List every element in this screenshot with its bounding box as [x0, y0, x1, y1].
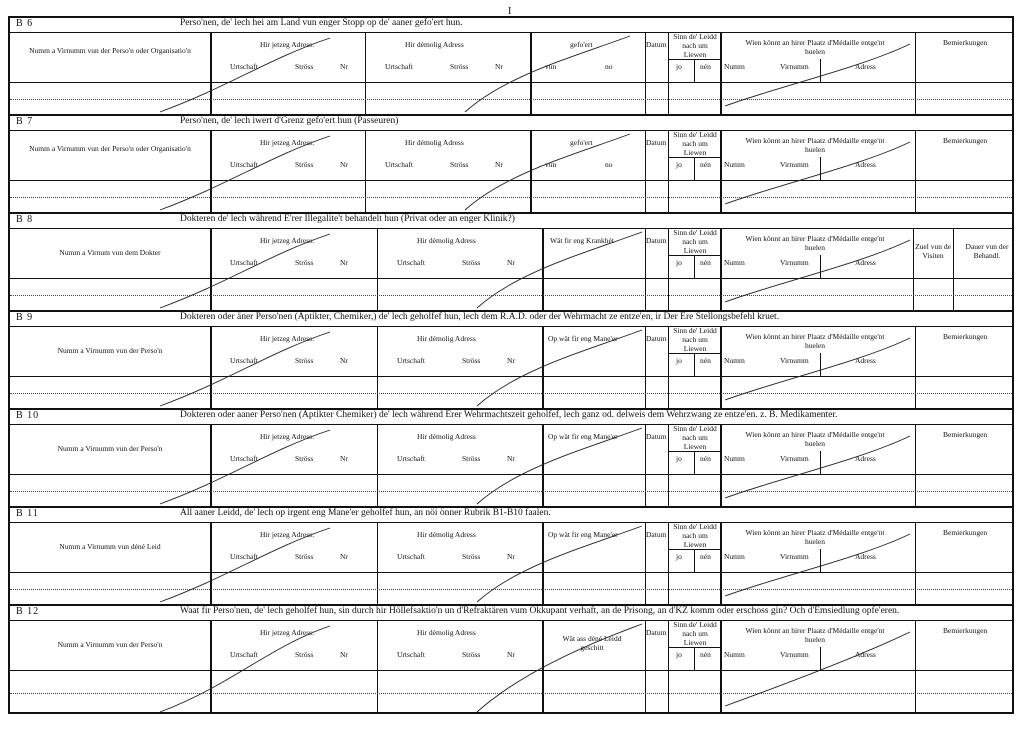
header-nr: Nr — [495, 160, 503, 169]
column-header-row — [10, 32, 1012, 83]
header-subline — [668, 451, 720, 452]
column-divider — [820, 451, 821, 474]
header-bemierkungen: Bemierkungen — [943, 626, 988, 635]
header-zuel-vun-visiten: Zuel vun de Visiten — [915, 242, 951, 260]
column-header-row — [10, 522, 1012, 573]
name-header: Numm a Virnumm vun der Perso'n oder Organisatio'n — [29, 144, 191, 153]
header-numm: Numm — [724, 552, 745, 561]
header-numm: Numm — [724, 356, 745, 365]
header-urtschaft: Urtschaft — [230, 454, 258, 463]
header-nr: Nr — [340, 258, 348, 267]
header-bemierkungen: Bemierkungen — [943, 38, 988, 47]
name-header: Numm a Virnumm vun der Perso'n — [57, 346, 163, 355]
header-sinn-leidd: Sinn de' Leidd nach um Liewen — [673, 326, 717, 353]
table-row[interactable] — [10, 182, 1012, 198]
table-row[interactable] — [10, 84, 1012, 100]
column-header-row — [10, 424, 1012, 475]
section-b-11 — [8, 506, 1014, 604]
section-header — [10, 18, 1012, 33]
header-datum: Datum — [646, 40, 667, 49]
header-wat-fir-krankhet: Wät fir eng Krankhét — [550, 236, 614, 245]
header-numm: Numm — [724, 258, 745, 267]
header-wien-konnt: Wien könnt an hirer Plaatz d'Médaille entge'nt huelen — [745, 332, 885, 350]
column-divider — [694, 353, 695, 376]
header-adress: Adress — [855, 650, 876, 659]
header-urtschaft: Urtschaft — [230, 552, 258, 561]
header-stross: Ströss — [295, 454, 314, 463]
header-subline — [668, 255, 720, 256]
header-stross: Ströss — [295, 160, 314, 169]
header-nen: nén — [700, 62, 711, 71]
section-title: Dokteren oder aaner Perso'nen (Aptikter Chemiker) de' lech während Erer Wehrmachtszeit geholfef, lech ganz od. delweis dem Wehrzwang ze entze'en. z. B. Medikamenter. — [180, 410, 838, 420]
header-jo: jo — [676, 650, 682, 659]
header-stross: Ströss — [450, 62, 469, 71]
section-b-12 — [8, 604, 1014, 714]
header-urtschaft: Urtschaft — [397, 258, 425, 267]
header-stross: Ströss — [295, 356, 314, 365]
section-title: Waat fir Perso'nen, de' lech geholfef hun, sin durch hir Höllefsaktio'n un d'Refraktären vum Okkupant verhaft, an de Prisong, an d'KZ komm oder erschoss gin? Och d'Emsiedlung opfe'eren. — [180, 606, 900, 616]
column-divider — [820, 353, 821, 376]
header-stross: Ströss — [450, 160, 469, 169]
column-header-row — [10, 228, 1012, 279]
header-hir-jetzeg-adress: Hir jetzeg Adress: — [260, 40, 315, 49]
name-header: Numm a Virnum vun dem Dokter — [59, 248, 161, 257]
header-nen: nén — [700, 356, 711, 365]
section-code: B 9 — [16, 312, 34, 323]
header-datum: Datum — [646, 334, 667, 343]
header-bemierkungen: Bemierkungen — [943, 332, 988, 341]
header-virnumm: Virnumm — [780, 552, 809, 561]
header-vun: vun — [545, 160, 557, 169]
header-stross: Ströss — [295, 62, 314, 71]
header-adress: Adress — [855, 356, 876, 365]
header-bemierkungen: Bemierkungen — [943, 528, 988, 537]
header-sinn-leidd: Sinn de' Leidd nach um Liewen — [673, 228, 717, 255]
header-stross: Ströss — [462, 258, 481, 267]
header-gefoert: gefo'ert — [570, 138, 593, 147]
section-code: B 10 — [16, 410, 40, 421]
column-divider — [694, 59, 695, 82]
table-row[interactable] — [10, 491, 1012, 506]
header-datum: Datum — [646, 530, 667, 539]
header-jo: jo — [676, 62, 682, 71]
header-sinn-leidd: Sinn de' Leidd nach um Liewen — [673, 620, 717, 647]
table-row[interactable] — [10, 99, 1012, 114]
header-adress: Adress — [855, 62, 876, 71]
header-vun: vun — [545, 62, 557, 71]
section-header — [10, 312, 1012, 327]
header-nr: Nr — [340, 552, 348, 561]
column-divider — [694, 451, 695, 474]
header-bemierkungen: Bemierkungen — [943, 430, 988, 439]
header-wien-konnt: Wien könnt an hirer Plaatz d'Médaille entge'nt huelen — [745, 626, 885, 644]
table-row[interactable] — [10, 378, 1012, 394]
header-stross: Ströss — [295, 650, 314, 659]
header-subline — [668, 353, 720, 354]
header-hir-jetzeg-adress: Hir jetzeg Adress: — [260, 530, 315, 539]
header-subline — [668, 647, 720, 648]
header-nr: Nr — [340, 160, 348, 169]
header-nen: nén — [700, 650, 711, 659]
header-datum: Datum — [646, 236, 667, 245]
header-sinn-leidd: Sinn de' Leidd nach um Liewen — [673, 522, 717, 549]
section-header — [10, 606, 1012, 621]
header-adress: Adress — [855, 552, 876, 561]
header-hir-demolig-adress: Hir démolig Adress — [417, 334, 476, 343]
header-nen: nén — [700, 258, 711, 267]
header-numm: Numm — [724, 650, 745, 659]
header-subline — [668, 157, 720, 158]
header-nen: nén — [700, 160, 711, 169]
header-virnumm: Virnumm — [780, 650, 809, 659]
header-urtschaft: Urtschaft — [397, 356, 425, 365]
header-nen: nén — [700, 552, 711, 561]
header-hir-jetzeg-adress: Hir jetzeg Adress: — [260, 334, 315, 343]
header-urtschaft: Urtschaft — [230, 650, 258, 659]
header-urtschaft: Urtschaft — [230, 258, 258, 267]
header-wat-ass-leidd-geschitt: Wät ass déné Leidd geschitt — [562, 634, 622, 652]
header-numm: Numm — [724, 454, 745, 463]
table-row[interactable] — [10, 295, 1012, 310]
header-stross: Ströss — [462, 552, 481, 561]
header-jo: jo — [676, 552, 682, 561]
header-nr: Nr — [507, 650, 515, 659]
header-wien-konnt: Wien könnt an hirer Plaatz d'Médaille entge'nt huelen — [745, 234, 885, 252]
section-header — [10, 116, 1012, 131]
header-wien-konnt: Wien könnt an hirer Plaatz d'Médaille entge'nt huelen — [745, 430, 885, 448]
header-nr: Nr — [340, 650, 348, 659]
header-adress: Adress — [855, 258, 876, 267]
header-no: no — [605, 62, 613, 71]
name-header: Numm a Virnumm vun der Perso'n — [57, 640, 163, 649]
header-nr: Nr — [340, 356, 348, 365]
column-header-row — [10, 620, 1012, 671]
header-sinn-leidd: Sinn de' Leidd nach um Liewen — [673, 130, 717, 157]
header-nr: Nr — [340, 454, 348, 463]
header-datum: Datum — [646, 432, 667, 441]
table-row[interactable] — [10, 476, 1012, 492]
header-nr: Nr — [507, 552, 515, 561]
section-header — [10, 410, 1012, 425]
header-virnumm: Virnumm — [780, 62, 809, 71]
header-jo: jo — [676, 356, 682, 365]
header-stross: Ströss — [462, 356, 481, 365]
header-virnumm: Virnumm — [780, 258, 809, 267]
section-code: B 6 — [16, 18, 34, 29]
section-b-10 — [8, 408, 1014, 506]
header-nr: Nr — [507, 356, 515, 365]
table-row[interactable] — [10, 280, 1012, 296]
header-stross: Ströss — [462, 650, 481, 659]
table-row[interactable] — [10, 574, 1012, 590]
header-subline — [668, 59, 720, 60]
section-b-8 — [8, 212, 1014, 310]
section-code: B 11 — [16, 508, 39, 519]
header-no: no — [605, 160, 613, 169]
column-divider — [820, 647, 821, 670]
form-page — [8, 6, 1014, 720]
header-gefoert: gefo'ert — [570, 40, 593, 49]
top-mark: I — [508, 6, 512, 17]
header-hir-demolig-adress: Hir démolig Adress — [417, 236, 476, 245]
header-sinn-leidd: Sinn de' Leidd nach um Liewen — [673, 32, 717, 59]
header-urtschaft: Urtschaft — [230, 160, 258, 169]
header-hir-demolig-adress: Hir démolig Adress — [405, 40, 464, 49]
header-nr: Nr — [507, 454, 515, 463]
column-divider — [820, 157, 821, 180]
header-hir-jetzeg-adress: Hir jetzeg Adress: — [260, 628, 315, 637]
column-header-row — [10, 130, 1012, 181]
header-adress: Adress — [855, 160, 876, 169]
header-op-wat-fir-maneer: Op wät fir eng Mane'er — [548, 432, 618, 441]
header-datum: Datum — [646, 628, 667, 637]
header-hir-jetzeg-adress: Hir jetzeg Adress: — [260, 236, 315, 245]
section-b-9 — [8, 310, 1014, 408]
column-divider — [820, 59, 821, 82]
name-header: Numm a Virnumm vun déné Leid — [59, 542, 161, 551]
header-op-wat-fir-maneer: Op wät fir eng Mane'er — [548, 530, 618, 539]
header-hir-demolig-adress: Hir démolig Adress — [417, 628, 476, 637]
column-divider — [820, 549, 821, 572]
header-virnumm: Virnumm — [780, 454, 809, 463]
column-divider — [694, 157, 695, 180]
header-urtschaft: Urtschaft — [397, 650, 425, 659]
header-hir-jetzeg-adress: Hir jetzeg Adress: — [260, 138, 315, 147]
header-urtschaft: Urtschaft — [385, 62, 413, 71]
header-nr: Nr — [495, 62, 503, 71]
section-title: All aaner Leidd, de' lech op irgent eng Mane'er geholfef hun, an nöi önner Rubrik B1-B10 faalen. — [180, 508, 551, 518]
header-wien-konnt: Wien könnt an hirer Plaatz d'Médaille entge'nt huelen — [745, 528, 885, 546]
header-urtschaft: Urtschaft — [385, 160, 413, 169]
header-urtschaft: Urtschaft — [230, 62, 258, 71]
section-title: Dokteren de' lech während E'rer Illegalite't behandelt hun (Privat oder an enger Klinik?) — [180, 214, 515, 224]
header-stross: Ströss — [295, 552, 314, 561]
header-urtschaft: Urtschaft — [397, 454, 425, 463]
table-row[interactable] — [10, 393, 1012, 408]
table-row[interactable] — [10, 589, 1012, 604]
header-stross: Ströss — [462, 454, 481, 463]
column-header-row — [10, 326, 1012, 377]
header-jo: jo — [676, 454, 682, 463]
section-b-7 — [8, 114, 1014, 212]
section-header — [10, 214, 1012, 229]
header-hir-demolig-adress: Hir démolig Adress — [417, 530, 476, 539]
header-datum: Datum — [646, 138, 667, 147]
column-divider — [694, 549, 695, 572]
name-header: Numm a Virnumm vun der Perso'n — [57, 444, 163, 453]
header-bemierkungen: Bemierkungen — [943, 136, 988, 145]
header-nr: Nr — [507, 258, 515, 267]
header-hir-jetzeg-adress: Hir jetzeg Adress: — [260, 432, 315, 441]
header-wien-konnt: Wien könnt an hirer Plaatz d'Médaille entge'nt huelen — [745, 136, 885, 154]
section-code: B 8 — [16, 214, 34, 225]
section-code: B 12 — [16, 606, 40, 617]
header-hir-demolig-adress: Hir démolig Adress — [417, 432, 476, 441]
column-divider — [694, 255, 695, 278]
header-sinn-leidd: Sinn de' Leidd nach um Liewen — [673, 424, 717, 451]
header-virnumm: Virnumm — [780, 160, 809, 169]
name-header: Numm a Virnumm vun der Perso'n oder Organisatio'n — [29, 46, 191, 55]
column-divider — [820, 255, 821, 278]
header-numm: Numm — [724, 160, 745, 169]
section-code: B 7 — [16, 116, 34, 127]
header-op-wat-fir-maneer: Op wät fir eng Mane'er — [548, 334, 618, 343]
section-title: Perso'nen, de' lech hei am Land vun enger Stopp op de' aaner gefo'ert hun. — [180, 18, 463, 28]
table-row[interactable] — [10, 672, 1012, 694]
column-divider — [694, 647, 695, 670]
header-stross: Ströss — [295, 258, 314, 267]
table-row[interactable] — [10, 197, 1012, 212]
header-jo: jo — [676, 160, 682, 169]
section-title: Dokteren oder äner Perso'nen (Aptikter, Chemiker,) de' lech geholfef hun, lech dem R.A.D. oder der Wehrmacht ze entze'en, ir Der Ere Stellongsbefehl kruet. — [180, 312, 780, 322]
header-jo: jo — [676, 258, 682, 267]
header-numm: Numm — [724, 62, 745, 71]
section-b-6 — [8, 16, 1014, 114]
header-virnumm: Virnumm — [780, 356, 809, 365]
header-urtschaft: Urtschaft — [397, 552, 425, 561]
table-row[interactable] — [10, 693, 1012, 714]
header-nr: Nr — [340, 62, 348, 71]
header-adress: Adress — [855, 454, 876, 463]
header-urtschaft: Urtschaft — [230, 356, 258, 365]
section-header — [10, 508, 1012, 523]
header-subline — [668, 549, 720, 550]
header-nen: nén — [700, 454, 711, 463]
header-wien-konnt: Wien könnt an hirer Plaatz d'Médaille entge'nt huelen — [745, 38, 885, 56]
header-hir-demolig-adress: Hir démolig Adress — [405, 138, 464, 147]
section-title: Perso'nen, de' lech iwert d'Grenz gefo'ert hun (Passeuren) — [180, 116, 399, 126]
header-dauer-behandl: Dauer vun der Behandl. — [965, 242, 1009, 260]
